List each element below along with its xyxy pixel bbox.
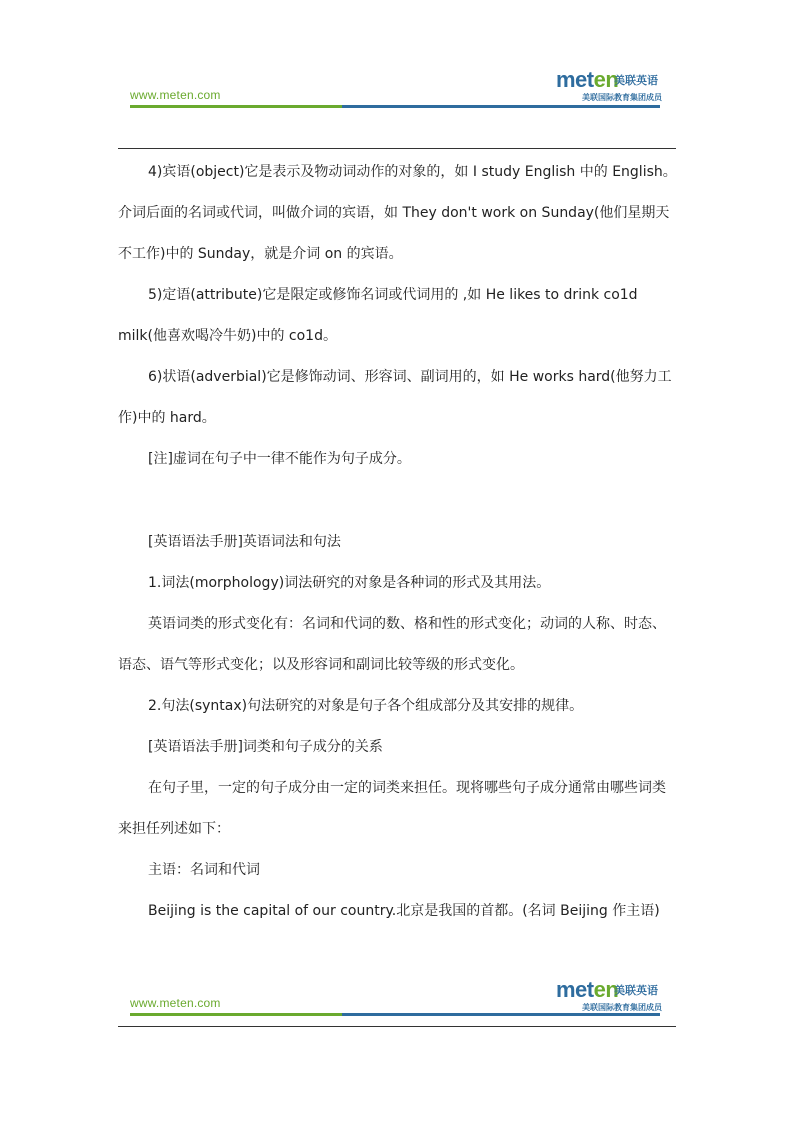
logo-wordmark-footer: meten <box>556 977 619 1002</box>
paragraph-example: Beijing is the capital of our country.北京是我国的首都。(名词 Beijing 作主语) <box>148 903 660 919</box>
paragraph-adverbial: 6)状语(adverbial)它是修饰动词、形容词、副词用的，如 He works hard(他努力工作)中的 hard。 <box>118 369 672 426</box>
footer-url: www.meten.com <box>130 996 221 1010</box>
footer-color-bar <box>130 1013 660 1016</box>
document-body <box>118 152 678 932</box>
page-header <box>130 68 660 112</box>
section-heading-morphology-syntax: [英语语法手册]英语词法和句法 <box>148 534 341 550</box>
meten-logo-footer <box>556 977 662 1012</box>
footer-rule <box>118 1026 676 1027</box>
paragraph-syntax: 2.句法(syntax)句法研究的对象是句子各个组成部分及其安排的规律。 <box>148 698 584 714</box>
page-footer <box>130 978 660 1022</box>
paragraph-subject: 主语：名词和代词 <box>148 862 260 878</box>
meten-logo <box>556 67 662 102</box>
logo-wordmark: meten <box>556 67 619 92</box>
paragraph-note: [注]虚词在句子中一律不能作为句子成分。 <box>148 451 411 467</box>
logo-cn-name: 美联英语 <box>614 74 658 87</box>
paragraph-word-forms: 英语词类的形式变化有：名词和代词的数、格和性的形式变化；动词的人称、时态、语态、语气等形式变化；以及形容词和副词比较等级的形式变化。 <box>118 616 666 673</box>
logo-tagline: 美联国际教育集团成员 <box>582 93 662 102</box>
header-rule <box>118 148 676 149</box>
logo-cn-name-footer: 美联英语 <box>614 984 658 997</box>
logo-tagline-footer: 美联国际教育集团成员 <box>582 1003 662 1012</box>
paragraph-object: 4)宾语(object)它是表示及物动词动作的对象的，如 I study English 中的 English。介词后面的名词或代词，叫做介词的宾语，如 They don't work on Sunday(他们星期天不工作)中的 Sunday，就是介词 on 的宾语。 <box>118 164 677 262</box>
header-color-bar <box>130 105 660 108</box>
paragraph-morphology: 1.词法(morphology)词法研究的对象是各种词的形式及其用法。 <box>148 575 551 591</box>
section-heading-word-class: [英语语法手册]词类和句子成分的关系 <box>148 739 383 755</box>
paragraph-attribute: 5)定语(attribute)它是限定或修饰名词或代词用的 ,如 He likes to drink co1d milk(他喜欢喝冷牛奶)中的 co1d。 <box>118 287 638 344</box>
paragraph-sentence-parts: 在句子里，一定的句子成分由一定的词类来担任。现将哪些句子成分通常由哪些词类来担任列述如下： <box>118 780 666 837</box>
header-url: www.meten.com <box>130 88 221 102</box>
